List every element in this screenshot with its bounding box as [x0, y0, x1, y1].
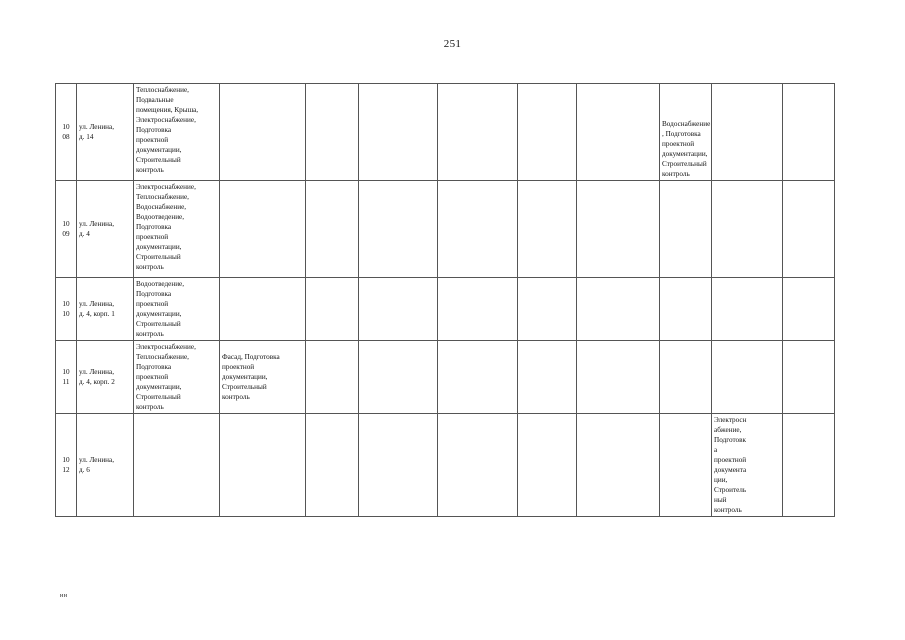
empty-cell	[577, 414, 660, 517]
footer-mark: нн	[60, 593, 68, 599]
empty-cell	[306, 84, 359, 181]
empty-cell	[577, 278, 660, 341]
table-row	[56, 181, 835, 278]
works-cell: Электроснабжение, Теплоснабжение, Подготовка проектной документации, Строительный контроль	[134, 341, 220, 414]
address-cell: ул. Ленина, д. 14	[77, 84, 134, 181]
empty-cell	[783, 414, 835, 517]
empty-cell	[306, 341, 359, 414]
row-number-cell: 10 08	[56, 84, 77, 181]
empty-cell	[306, 278, 359, 341]
empty-cell	[359, 278, 438, 341]
electric-works-cell: Электросн абжение, Подготовк а проектной документа ции, Строитель ный контроль	[712, 414, 783, 517]
empty-cell	[438, 181, 518, 278]
empty-cell	[359, 84, 438, 181]
empty-cell	[783, 341, 835, 414]
address-cell: ул. Ленина, д. 4, корп. 1	[77, 278, 134, 341]
empty-cell	[577, 181, 660, 278]
table-row	[56, 414, 835, 517]
row-number-cell: 10 12	[56, 414, 77, 517]
row-number-cell: 10 09	[56, 181, 77, 278]
address-cell: ул. Ленина, д. 6	[77, 414, 134, 517]
empty-cell	[359, 414, 438, 517]
facade-works-cell	[220, 278, 306, 341]
water-supply-works-cell	[660, 414, 712, 517]
row-number-cell: 10 10	[56, 278, 77, 341]
table-body	[56, 84, 835, 517]
facade-works-cell	[220, 181, 306, 278]
works-cell: Теплоснабжение, Подвальные помещения, Крыша, Электроснабжение, Подготовка проектной документации, Строительный контроль	[134, 84, 220, 181]
empty-cell	[359, 341, 438, 414]
facade-works-cell	[220, 84, 306, 181]
empty-cell	[359, 181, 438, 278]
empty-cell	[577, 84, 660, 181]
empty-cell	[783, 181, 835, 278]
water-supply-works-cell	[660, 278, 712, 341]
electric-works-cell	[712, 181, 783, 278]
works-cell: Электроснабжение, Теплоснабжение, Водоснабжение, Водоотведение, Подготовка проектной документации, Строительный контроль	[134, 181, 220, 278]
table-row	[56, 278, 835, 341]
water-supply-works-cell	[660, 181, 712, 278]
facade-works-cell: Фасад, Подготовка проектной документации, Строительный контроль	[220, 341, 306, 414]
water-supply-works-cell: Водоснабжение , Подготовка проектной документации, Строительный контроль	[660, 84, 712, 181]
empty-cell	[306, 181, 359, 278]
empty-cell	[518, 84, 577, 181]
water-supply-works-cell	[660, 341, 712, 414]
empty-cell	[518, 181, 577, 278]
empty-cell	[783, 84, 835, 181]
works-cell	[134, 414, 220, 517]
empty-cell	[518, 414, 577, 517]
empty-cell	[518, 341, 577, 414]
address-cell: ул. Ленина, д. 4, корп. 2	[77, 341, 134, 414]
empty-cell	[518, 278, 577, 341]
empty-cell	[306, 414, 359, 517]
empty-cell	[438, 341, 518, 414]
empty-cell	[438, 278, 518, 341]
row-number-cell: 10 11	[56, 341, 77, 414]
electric-works-cell	[712, 84, 783, 181]
electric-works-cell	[712, 278, 783, 341]
capital-repair-table	[55, 83, 835, 517]
empty-cell	[783, 278, 835, 341]
empty-cell	[438, 84, 518, 181]
works-cell: Водоотведение, Подготовка проектной документации, Строительный контроль	[134, 278, 220, 341]
facade-works-cell	[220, 414, 306, 517]
table-row	[56, 341, 835, 414]
empty-cell	[438, 414, 518, 517]
address-cell: ул. Ленина, д. 4	[77, 181, 134, 278]
table-row	[56, 84, 835, 181]
electric-works-cell	[712, 341, 783, 414]
page-number: 251	[443, 38, 462, 50]
empty-cell	[577, 341, 660, 414]
